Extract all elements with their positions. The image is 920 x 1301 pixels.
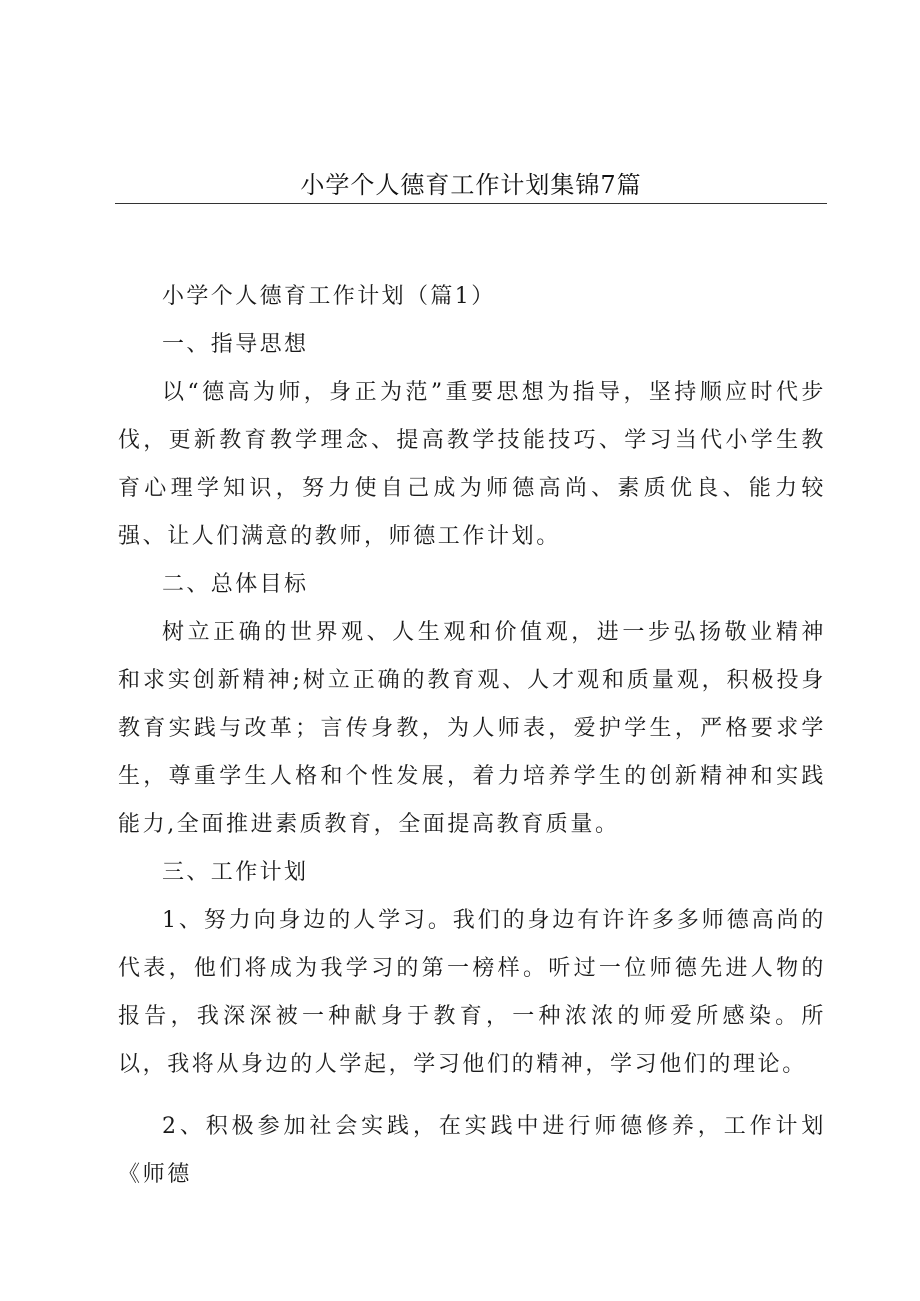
- heading-overall-goals: 二、总体目标: [162, 572, 309, 597]
- paragraph-guiding-ideology: 以“德高为师，身正为范”重要思想为指导，坚持顺应时代步伐，更新教育教学理念、提高教学技能技巧、学习当代小学生教育心理学知识，努力使自己成为师德高尚、素质优良、能力较强、让人们满意的教师，师德工作计划。: [118, 380, 826, 549]
- document-title: 小学个人德育工作计划集锦7篇: [300, 171, 642, 199]
- heading-guiding-ideology: 一、指导思想: [162, 332, 309, 357]
- paragraph-plan-item-1: 1、努力向身边的人学习。我们的身边有许许多多师德高尚的代表，他们将成为我学习的第一榜样。听过一位师德先进人物的报告，我深深被一种献身于教育，一种浓浓的师爱所感染。所以，我将从身边的人学起，学习他们的精神，学习他们的理论。: [118, 908, 826, 1077]
- section-title: 小学个人德育工作计划（篇1）: [162, 284, 496, 309]
- paragraph-plan-item-2: 2、积极参加社会实践，在实践中进行师德修养，工作计划《师德: [118, 1114, 826, 1187]
- heading-work-plan: 三、工作计划: [162, 860, 309, 885]
- document-body: [118, 273, 826, 1199]
- title-underline: [115, 203, 827, 204]
- paragraph-overall-goals: 树立正确的世界观、人生观和价值观，进一步弘扬敬业精神和求实创新精神;树立正确的教育观、人才观和质量观，积极投身教育实践与改革；言传身教，为人师表，爱护学生，严格要求学生，尊重学生人格和个性发展，着力培养学生的创新精神和实践能力,全面推进素质教育，全面提高教育质量。: [118, 620, 826, 837]
